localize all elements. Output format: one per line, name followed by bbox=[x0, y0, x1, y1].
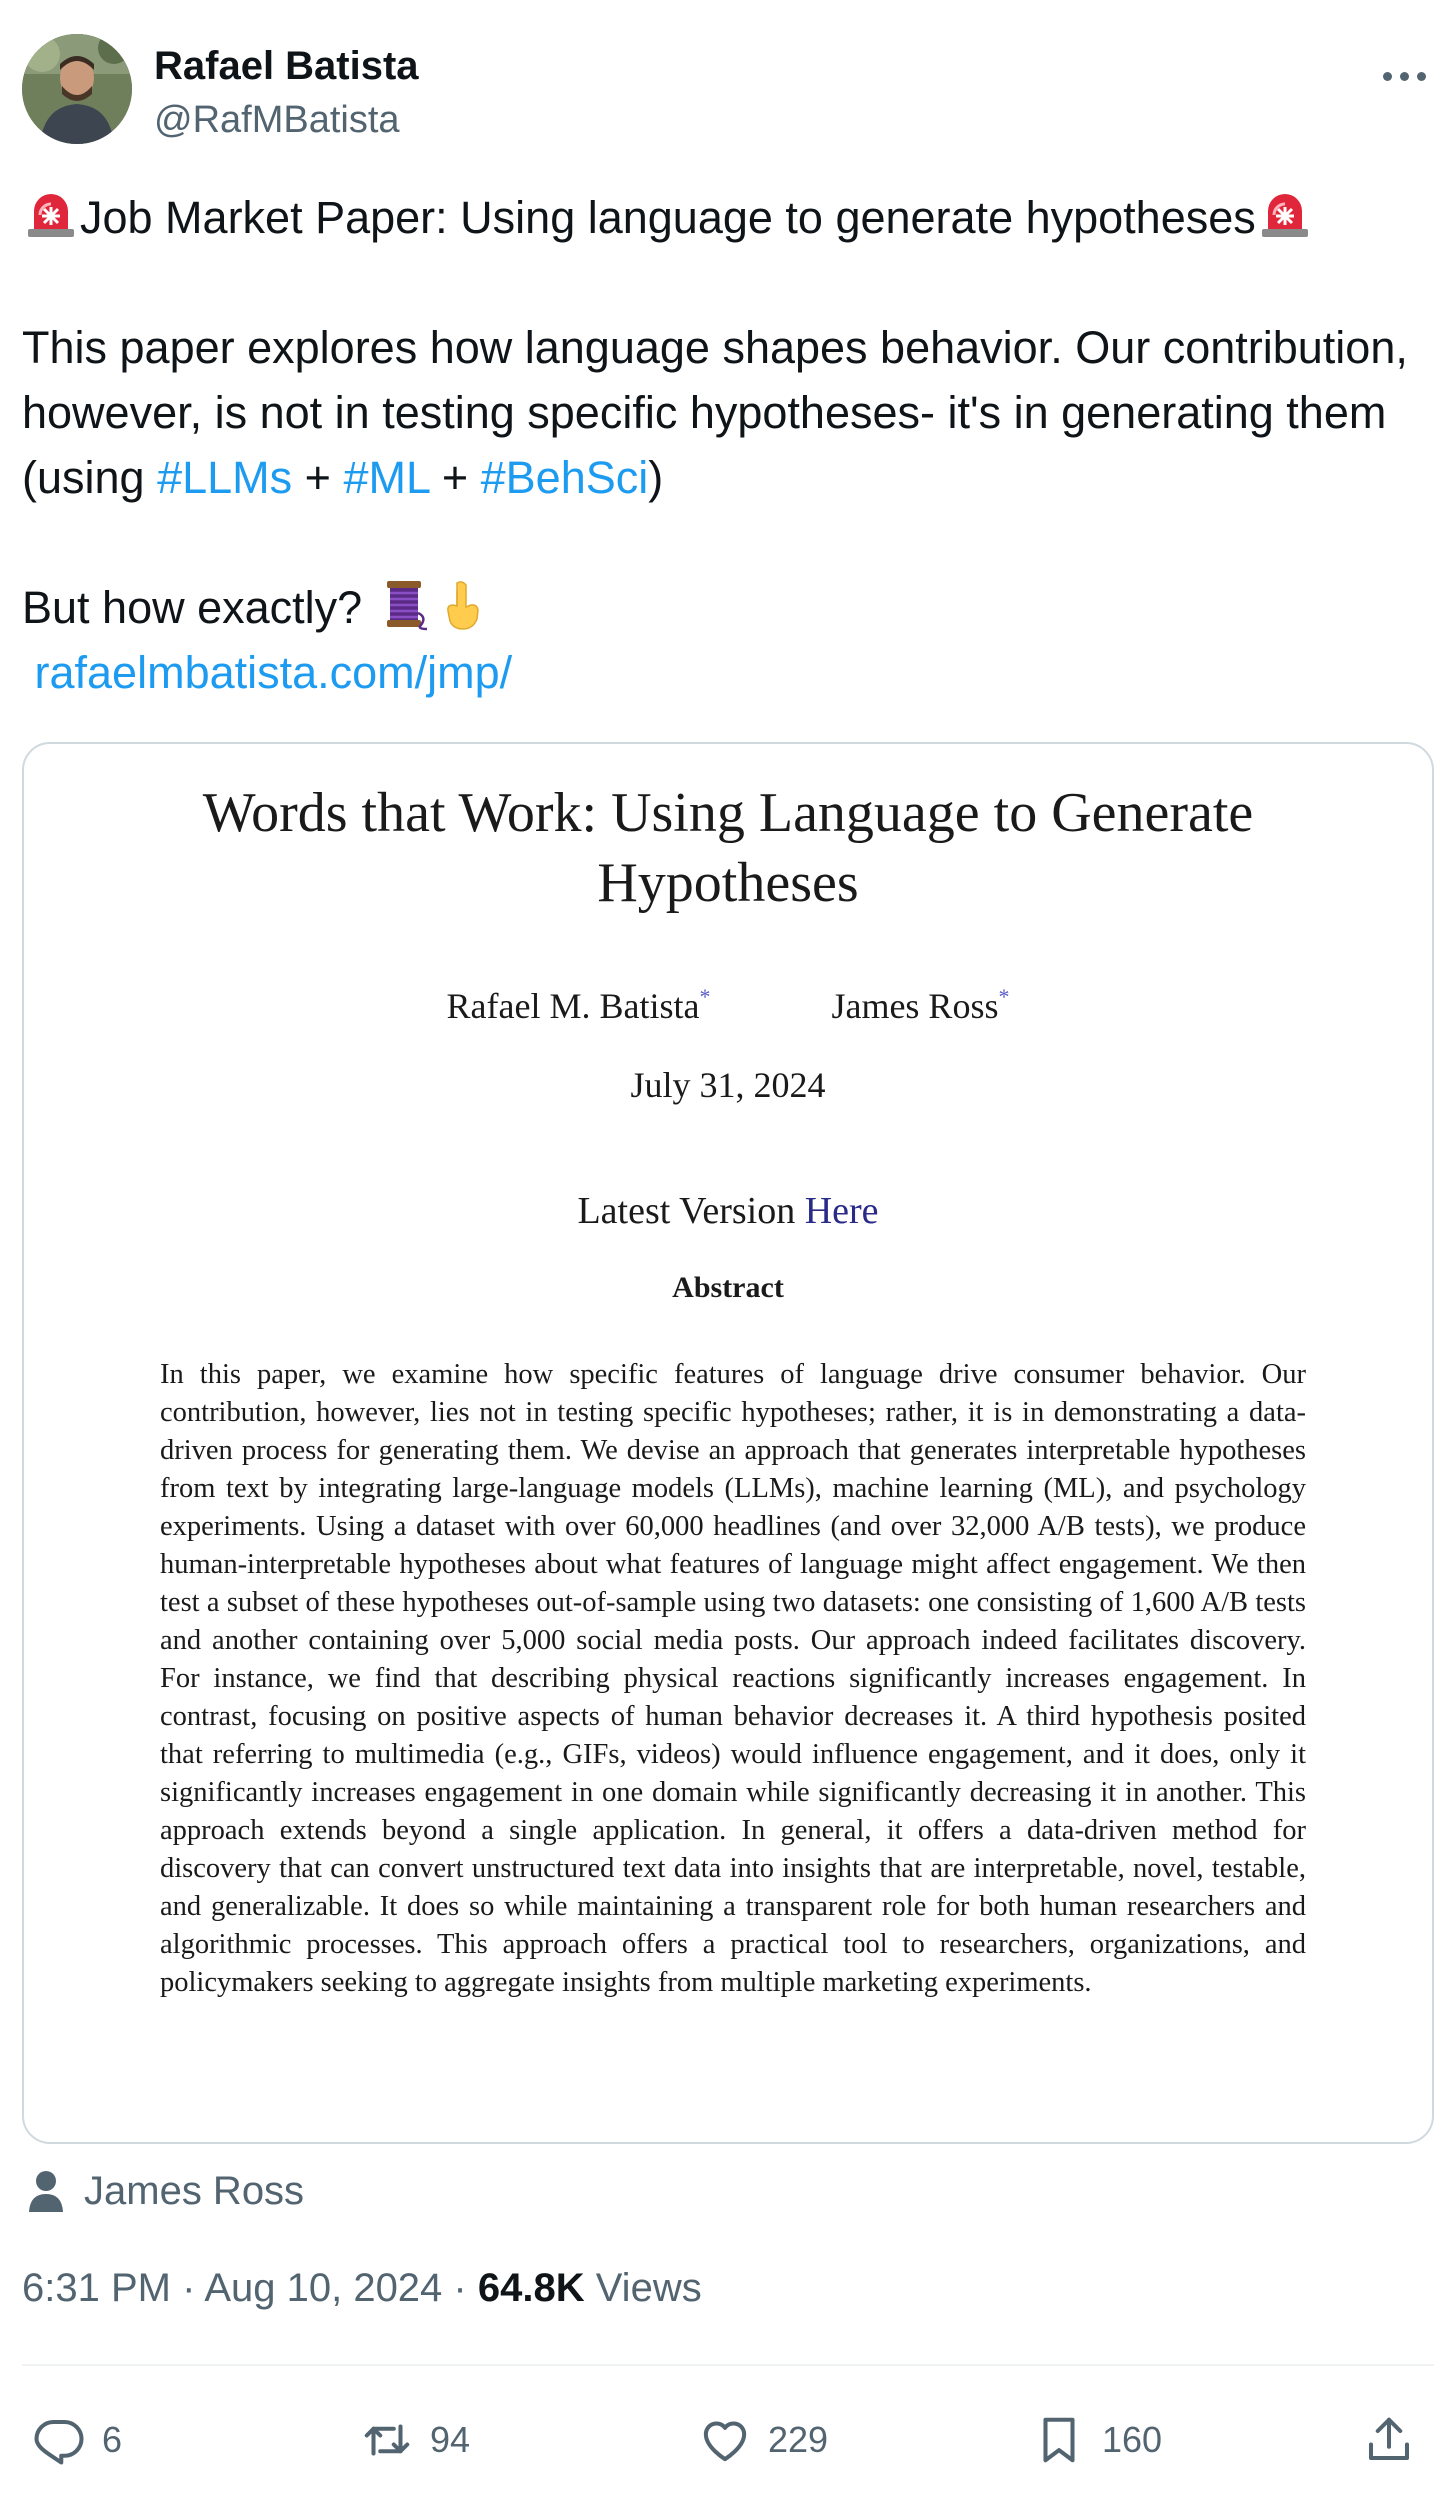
abstract-heading: Abstract bbox=[672, 1271, 784, 1304]
abstract-text: In this paper, we examine how specific features of language drive consumer behavior. Our contribution, however, lies not in testing specific hypotheses; rather, it is in demonstrating a data-driven process for generating them. We devise an approach that generates interpretable hypotheses from text by integrating large-language models (LLMs), machine learning (ML), and psychology experiments. Using a dataset with over 60,000 headlines (and over 32,000 A/B tests), we produce human-interpretable hypotheses about what features of language might affect engagement. We then test a subset of these hypotheses out-of-sample using two datasets: one consisting of 1,600 A/B tests and another containing over 5,000 social media posts. Our approach indeed facilitates discovery. For instance, we find that describing physical reactions significantly increases engagement. In contrast, focusing on positive aspects of human behavior decreases it. A third hypothesis posited that referring to multimedia (e.g., GIFs, videos) would influence engagement, and it does, only it significantly increases engagement in one domain while significantly decreasing it in another. This approach extends beyond a single application. In general, it offers a data-driven method for discovery that can convert unstructured text data into insights that are interpretable, novel, testable, and generalizable. It does so while maintaining a transparent role for both human researchers and algorithmic processes. This approach offers a practical tool to researchers, organizations, and policymakers seeking to aggregate insights from multiple marketing experiments. bbox=[160, 1359, 1306, 1998]
tweet-title-text: Job Market Paper: Using language to generate hypotheses bbox=[80, 192, 1256, 243]
like-count: 229 bbox=[768, 2419, 829, 2460]
views-count: 64.8K bbox=[477, 2266, 585, 2310]
tweet-time[interactable]: 6:31 PM bbox=[22, 2266, 171, 2310]
version-link: Here bbox=[804, 1190, 879, 1232]
hashtag-ml[interactable]: #ML bbox=[343, 452, 430, 503]
bookmark-button[interactable] bbox=[1032, 2398, 1162, 2482]
plus-sign: + bbox=[429, 452, 481, 503]
tweet-meta bbox=[22, 2260, 702, 2316]
repost-count: 94 bbox=[430, 2419, 471, 2460]
more-icon[interactable] bbox=[1374, 56, 1434, 96]
paper-date: July 31, 2024 bbox=[630, 1065, 826, 1105]
paper-first-page bbox=[24, 744, 1432, 2142]
meta-separator: · bbox=[170, 2266, 205, 2310]
tagged-user[interactable] bbox=[28, 2166, 304, 2216]
avatar-image bbox=[22, 34, 132, 144]
divider bbox=[22, 2364, 1434, 2366]
avatar[interactable] bbox=[22, 34, 132, 144]
action-bar bbox=[0, 2398, 1456, 2482]
tweet-link-line bbox=[22, 640, 1442, 705]
share-icon bbox=[1362, 2413, 1416, 2467]
paper-link[interactable]: rafaelmbatista.com/jmp/ bbox=[34, 647, 513, 698]
share-button[interactable] bbox=[1362, 2398, 1416, 2482]
closing-paren: ) bbox=[648, 452, 664, 503]
paper-version-line bbox=[24, 1189, 1432, 1233]
siren-emoji bbox=[24, 187, 78, 241]
tweet-date[interactable]: Aug 10, 2024 bbox=[204, 2266, 443, 2310]
tweet-paragraph-text: This paper explores how language shapes behavior. Our contribution, however, is not in testing specific hypotheses- it's in generating them (using bbox=[22, 322, 1408, 503]
tweet-question-line bbox=[22, 575, 1442, 640]
hashtag-llms[interactable]: #LLMs bbox=[157, 452, 293, 503]
repost-icon bbox=[360, 2413, 414, 2467]
display-name[interactable]: Rafael Batista bbox=[154, 44, 419, 88]
person-icon bbox=[28, 2170, 64, 2212]
like-button[interactable] bbox=[698, 2398, 828, 2482]
reply-icon bbox=[32, 2413, 86, 2467]
siren-emoji bbox=[1258, 187, 1312, 241]
reply-button[interactable] bbox=[32, 2398, 122, 2482]
tweet-text bbox=[22, 185, 1442, 705]
paper-author-1: Rafael M. Batista* bbox=[446, 984, 711, 1026]
paper-author-2: James Ross* bbox=[831, 984, 1010, 1026]
tweet-title-line bbox=[22, 185, 1442, 250]
thread-spool-emoji bbox=[377, 577, 431, 631]
plus-sign: + bbox=[292, 452, 344, 503]
bookmark-icon bbox=[1032, 2413, 1086, 2467]
repost-button[interactable] bbox=[360, 2398, 470, 2482]
paper-title: Words that Work: Using Language to Generate Hypotheses bbox=[202, 782, 1254, 914]
views-label: Views bbox=[584, 2266, 702, 2310]
heart-icon bbox=[698, 2413, 752, 2467]
tweet-header bbox=[22, 34, 1434, 144]
tweet-paragraph bbox=[22, 315, 1442, 510]
meta-separator: · bbox=[442, 2266, 478, 2310]
version-label: Latest Version bbox=[577, 1190, 796, 1232]
hashtag-behsci[interactable]: #BehSci bbox=[480, 452, 649, 503]
tweet-question: But how exactly? bbox=[22, 582, 363, 633]
reply-count: 6 bbox=[102, 2419, 123, 2460]
pointing-down-emoji bbox=[435, 577, 489, 631]
paper-authors bbox=[24, 984, 1432, 1027]
media-card[interactable] bbox=[22, 742, 1434, 2144]
tagged-user-name: James Ross bbox=[84, 2168, 305, 2213]
author-names bbox=[154, 38, 419, 146]
bookmark-count: 160 bbox=[1102, 2419, 1163, 2460]
handle[interactable]: @RafMBatista bbox=[154, 99, 400, 141]
